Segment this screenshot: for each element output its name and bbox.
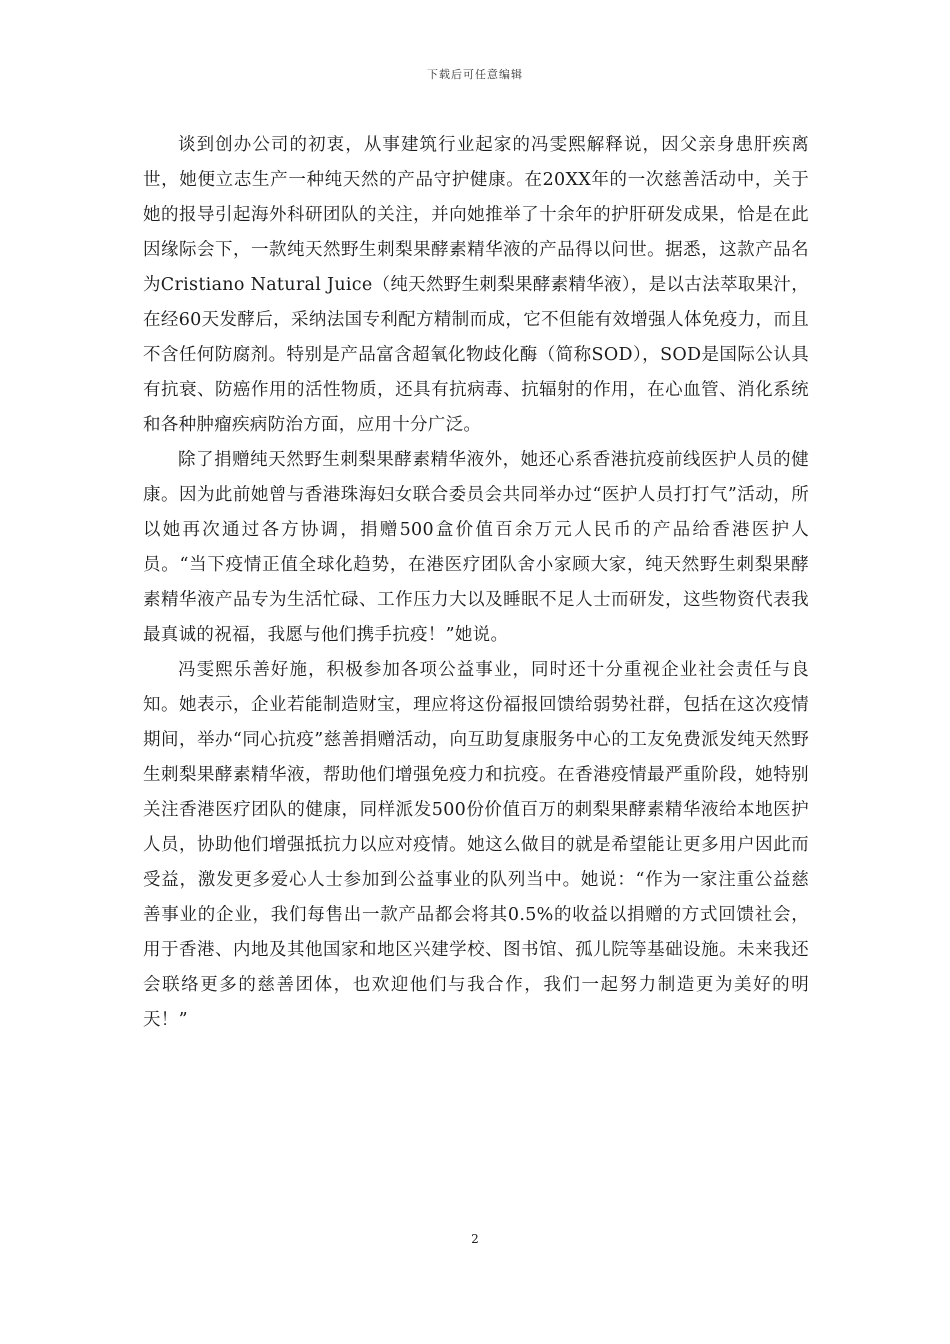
paragraph-3: 冯雯熙乐善好施，积极参加各项公益事业，同时还十分重视企业社会责任与良知。她表示，企业若能制造财宝，理应将这份福报回馈给弱势社群，包括在这次疫情期间，举办“同心抗疫”慈善捐赠活动，向互助复康服务中心的工友免费派发纯天然野生刺梨果酵素精华液，帮助他们增强免疫力和抗疫。在香港疫情最严重阶段，她特别关注香港医疗团队的健康，同样派发500份价值百万的刺梨果酵素精华液给本地医护人员，协助他们增强抵抗力以应对疫情。她这么做目的就是希望能让更多用户因此而受益，激发更多爱心人士参加到公益事业的队列当中。她说：“作为一家注重公益慈善事业的企业，我们每售出一款产品都会将其0.5%的收益以捐赠的方式回馈社会，用于香港、内地及其他国家和地区兴建学校、图书馆、孤儿院等基础设施。未来我还会联络更多的慈善团体，也欢迎他们与我合作，我们一起努力制造更为美好的明天！” [143,660,809,1030]
document-body [143,128,809,1038]
paragraph-1: 谈到创办公司的初衷，从事建筑行业起家的冯雯熙解释说，因父亲身患肝疾离世，她便立志生产一种纯天然的产品守护健康。在20XX年的一次慈善活动中，关于她的报导引起海外科研团队的关注，并向她推举了十余年的护肝研发成果，恰是在此因缘际会下，一款纯天然野生刺梨果酵素精华液的产品得以问世。据悉，这款产品名为Cristiano Natural Juice（纯天然野生刺梨果酵素精华液），是以古法萃取果汁，在经60天发酵后，采纳法国专利配方精制而成，它不但能有效增强人体免疫力，而且不含任何防腐剂。特别是产品富含超氧化物歧化酶（简称SOD），SOD是国际公认具有抗衰、防癌作用的活性物质，还具有抗病毒、抗辐射的作用，在心血管、消化系统和各种肿瘤疾病防治方面，应用十分广泛。 [143,135,809,435]
paragraph-2: 除了捐赠纯天然野生刺梨果酵素精华液外，她还心系香港抗疫前线医护人员的健康。因为此前她曾与香港珠海妇女联合委员会共同举办过“医护人员打打气”活动，所以她再次通过各方协调，捐赠500盒价值百余万元人民币的产品给香港医护人员。“当下疫情正值全球化趋势，在港医疗团队舍小家顾大家，纯天然野生刺梨果酵素精华液产品专为生活忙碌、工作压力大以及睡眠不足人士而研发，这些物资代表我最真诚的祝福，我愿与他们携手抗疫！”她说。 [143,450,809,645]
page-header-note: 下载后可任意编辑 [427,68,523,81]
page-number: 2 [471,1232,479,1246]
